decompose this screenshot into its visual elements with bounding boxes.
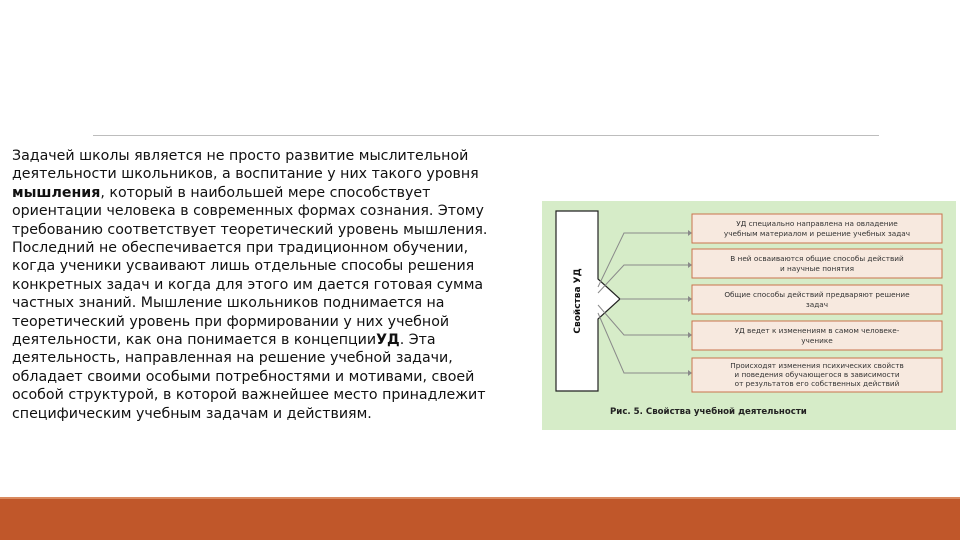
connector-2 <box>598 265 688 293</box>
property-3-line-2: задач <box>805 300 829 309</box>
footer-bar <box>0 499 960 540</box>
arrowhead-4 <box>688 332 692 338</box>
paragraph-bold-ud: УД <box>376 332 400 349</box>
main-paragraph <box>12 147 512 423</box>
ud-properties-figure <box>542 201 956 430</box>
property-4-line-1: УД ведет к изменениям в самом человеке- <box>734 326 900 335</box>
property-5-line-3: от результатов его собственных действий <box>734 379 900 388</box>
title-divider <box>93 135 879 136</box>
property-2-line-2: и научные понятия <box>779 264 855 273</box>
paragraph-part-3: . Эта деятельность, направленная на решение учебной задачи, обладает своими особыми потребностями и мотивами, своей особой структурой, в которой важнейшее место принадлежит специфическим учебным задачам и действиям. <box>12 332 486 422</box>
connector-5 <box>598 313 688 373</box>
arrowhead-2 <box>688 262 692 268</box>
property-3-line-1: Общие способы действий предваряют решение <box>724 290 910 299</box>
property-1-line-1: УД специально направлена на овладение <box>736 219 898 228</box>
arrowhead-1 <box>688 230 692 236</box>
connector-4 <box>598 305 688 335</box>
figure-caption: Рис. 5. Свойства учебной деятельности <box>610 407 807 417</box>
paragraph-part-1: Задачей школы является не просто развитие мыслительной деятельности школьников, а воспитание у них такого уровня <box>12 148 479 183</box>
source-block <box>556 211 620 391</box>
connector-arrowheads <box>688 230 692 376</box>
arrowhead-3 <box>688 296 692 302</box>
vertical-title: Свойства УД <box>573 268 583 334</box>
property-1-line-2: учебным материалом и решение учебных задач <box>723 229 911 238</box>
property-5-line-2: и поведения обучающегося в зависимости <box>734 370 900 379</box>
property-2-line-1: В ней осваиваются общие способы действий <box>730 254 904 263</box>
paragraph-part-2: , который в наибольшей мере способствует ориентации человека в современных формах сознания. Этому требованию соответствует теоретический уровень мышления. Последний не обеспечивается при традиционном обучении, когда ученики усваивают лишь отдельные способы решения конкретных задач и когда для этого им дается готовая сумма частных знаний. Мышление школьников поднимается на теоретический уровень при формировании у них учебной деятельности, как она понимается в концепции <box>12 184 488 349</box>
paragraph-bold-thinking: мышления <box>12 184 101 201</box>
property-4-line-2: ученике <box>801 336 833 345</box>
property-5-line-1: Происходят изменения психических свойств <box>730 361 904 370</box>
arrowhead-5 <box>688 370 692 376</box>
ud-diagram <box>542 201 956 430</box>
